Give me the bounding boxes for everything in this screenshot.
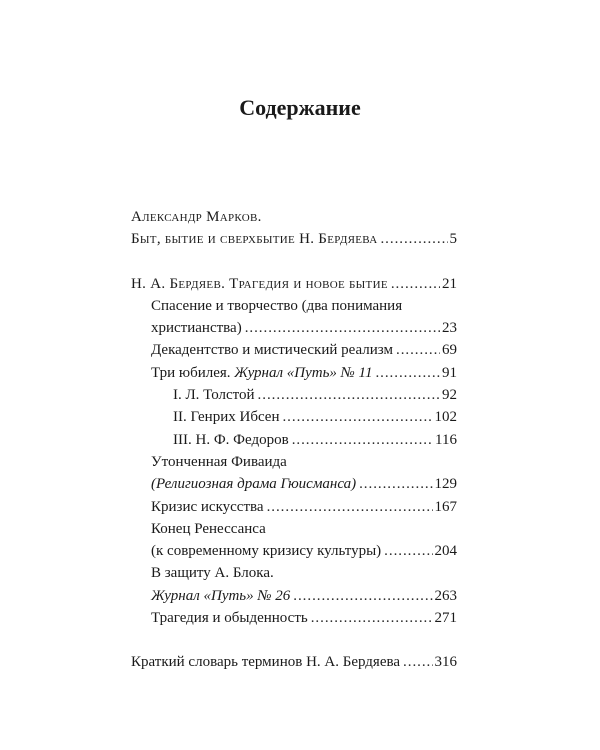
toc-entry-salvation-line2[interactable] bbox=[131, 317, 457, 339]
toc-page-number: 102 bbox=[434, 409, 457, 426]
toc-entry-journal: Журнал «Путь» № 11 bbox=[234, 364, 373, 381]
leader-dots bbox=[245, 317, 440, 339]
toc-entry-text: (к современному кризису культуры) bbox=[151, 543, 382, 560]
leader-dots bbox=[292, 429, 433, 451]
toc-entry-text: Н. А. Бердяев. Трагедия и новое бытие bbox=[131, 275, 388, 292]
leader-dots bbox=[391, 273, 440, 295]
toc-entry-text: Конец Ренессанса bbox=[151, 520, 266, 537]
leader-dots bbox=[258, 384, 440, 406]
leader-dots bbox=[380, 228, 447, 250]
toc-entry-text: III. Н. Ф. Федоров bbox=[173, 431, 289, 448]
toc-entry-text: христианства) bbox=[151, 320, 242, 337]
toc-page-number: 271 bbox=[434, 610, 457, 627]
toc-page-number: 5 bbox=[449, 231, 457, 248]
toc-page-number: 129 bbox=[434, 476, 457, 493]
toc-entry-prefix: Три юбилея. bbox=[151, 364, 231, 381]
toc-entry-text: Краткий словарь терминов Н. А. Бердяева bbox=[131, 654, 401, 671]
toc-entry-tolstoy[interactable] bbox=[131, 384, 457, 406]
toc-entry-text: Спасение и творчество (два понимания bbox=[151, 297, 403, 314]
toc-entry-salvation-line1[interactable] bbox=[131, 295, 457, 317]
toc-entry-text: Утонченная Фиваида bbox=[151, 453, 287, 470]
leader-dots bbox=[384, 540, 432, 562]
toc-page-number: 23 bbox=[442, 320, 457, 337]
toc-entry-text: Журнал «Путь» № 26 bbox=[151, 587, 291, 604]
toc-entry-berdyaev-title[interactable] bbox=[131, 273, 457, 295]
leader-dots bbox=[375, 362, 440, 384]
toc-page-number: 21 bbox=[442, 275, 457, 292]
toc-entry-text bbox=[151, 362, 372, 384]
toc-entry-text: II. Генрих Ибсен bbox=[173, 409, 280, 426]
toc-entry-ibsen[interactable] bbox=[131, 406, 457, 428]
leader-dots bbox=[359, 473, 432, 495]
spacer bbox=[131, 251, 457, 273]
toc-page-number: 316 bbox=[434, 654, 457, 671]
leader-dots bbox=[282, 406, 432, 428]
leader-dots bbox=[396, 339, 440, 361]
toc-entry-blok-line2[interactable] bbox=[131, 585, 457, 607]
toc-entry-renaissance-line1[interactable] bbox=[131, 518, 457, 540]
page-title: Содержание bbox=[239, 95, 361, 120]
toc-entry-tragedy[interactable] bbox=[131, 607, 457, 629]
toc-page-number: 167 bbox=[434, 498, 457, 515]
toc-entry-decadence[interactable] bbox=[131, 339, 457, 361]
toc-page-number: 91 bbox=[442, 364, 457, 381]
toc-entry-text: (Религиозная драма Гюисманса) bbox=[151, 476, 357, 493]
toc-entry-text: Александр Марков. bbox=[131, 209, 262, 225]
leader-dots bbox=[293, 585, 432, 607]
toc-entry-blok-line1[interactable] bbox=[131, 562, 457, 584]
table-of-contents bbox=[131, 206, 457, 674]
toc-entry-text: Кризис искусства bbox=[151, 498, 264, 515]
toc-entry-thebaid-line2[interactable] bbox=[131, 473, 457, 495]
toc-entry-markov-author[interactable] bbox=[131, 206, 457, 228]
toc-entry-renaissance-line2[interactable] bbox=[131, 540, 457, 562]
toc-page-number: 116 bbox=[435, 431, 457, 448]
toc-entry-crisis-art[interactable] bbox=[131, 496, 457, 518]
spacer bbox=[131, 629, 457, 651]
toc-page-number: 92 bbox=[442, 387, 457, 404]
leader-dots bbox=[403, 651, 432, 673]
toc-page-number: 204 bbox=[434, 543, 457, 560]
toc-entry-text: Быт, бытие и сверхбытие Н. Бердяева bbox=[131, 231, 378, 248]
toc-entry-jubilees[interactable] bbox=[131, 362, 457, 384]
toc-entry-markov-title[interactable] bbox=[131, 228, 457, 250]
toc-page-number: 263 bbox=[434, 587, 457, 604]
toc-entry-fedorov[interactable] bbox=[131, 429, 457, 451]
toc-entry-glossary[interactable] bbox=[131, 651, 457, 673]
toc-entry-text: I. Л. Толстой bbox=[173, 387, 255, 404]
leader-dots bbox=[267, 496, 433, 518]
leader-dots bbox=[311, 607, 433, 629]
toc-entry-thebaid-line1[interactable] bbox=[131, 451, 457, 473]
toc-page-number: 69 bbox=[442, 342, 457, 359]
toc-entry-text: Декадентство и мистический реализм bbox=[151, 342, 393, 359]
toc-entry-text: В защиту А. Блока. bbox=[151, 565, 274, 582]
toc-entry-text: Трагедия и обыденность bbox=[151, 610, 308, 627]
